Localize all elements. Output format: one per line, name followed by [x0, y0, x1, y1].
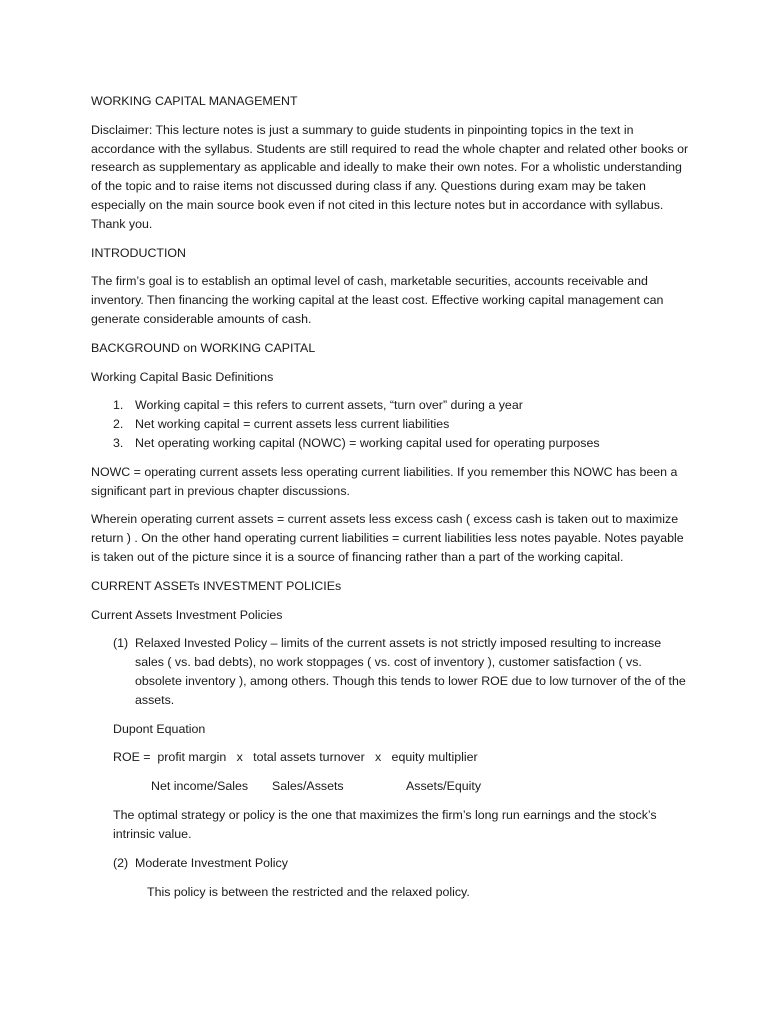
definitions-list: [91, 396, 691, 452]
list-item: [91, 415, 691, 434]
list-item-text: Net operating working capital (NOWC) = working capital used for operating purposes: [135, 435, 600, 450]
relaxed-policy-item: [91, 634, 691, 709]
moderate-policy-item: [91, 854, 691, 873]
policy-heading: Moderate Investment Policy: [135, 855, 288, 870]
introduction-heading: INTRODUCTION: [91, 245, 186, 260]
policy-number: (1): [113, 636, 129, 651]
list-item-number: 2.: [113, 417, 124, 432]
list-item-text: Working capital = this refers to current assets, “turn over” during a year: [135, 398, 523, 413]
definitions-subheading: Working Capital Basic Definitions: [91, 369, 274, 384]
document-title: WORKING CAPITAL MANAGEMENT: [91, 94, 298, 108]
policies-heading: CURRENT ASSETs INVESTMENT POLICIEs: [91, 578, 342, 593]
term-assets-equity: Assets/Equity: [406, 779, 482, 794]
document-body: [91, 92, 691, 911]
list-item-number: 1.: [113, 398, 124, 413]
list-item: [91, 396, 691, 415]
policy-text: Relaxed Invested Policy – limits of the current assets is not strictly imposed resulting to increase sales ( vs. bad debts), no work stoppages ( vs. cost of inventory ), customer satisfaction ( vs. obsolete inventory ), among others. Though this tends to lower ROE due to low turnover of the of the assets.: [135, 636, 686, 707]
background-heading: BACKGROUND on WORKING CAPITAL: [91, 340, 316, 355]
policy-number: (2): [113, 855, 129, 870]
wherein-paragraph: Wherein operating current assets = current assets less excess cash ( excess cash is taken out to maximize return ) . On the other hand operating current liabilities = current liabilities less notes payable. Notes payable is taken out of the picture since it is a source of financing rather than a part of the working capital.: [91, 512, 684, 564]
roe-formula: ROE = profit margin x total assets turnover x equity multiplier: [113, 750, 478, 765]
disclaimer-paragraph: Disclaimer: This lecture notes is just a summary to guide students in pinpointing topics in the text in accordance with the syllabus. Students are still required to read the whole chapter and related other books or research as supplementary as applicable and ideally to make their own notes. For a wholistic understanding of the topic and to raise items not discussed during class if any. Questions during exam may be taken especially on the main source book even if not cited in this lecture notes but in accordance with syllabus. Thank you.: [91, 122, 689, 231]
term-net-income-sales: Net income/Sales: [151, 779, 249, 794]
term-sales-assets: Sales/Assets: [272, 779, 344, 794]
policies-subheading: Current Assets Investment Policies: [91, 607, 283, 622]
optimal-strategy-paragraph: The optimal strategy or policy is the one that maximizes the firm’s long run earnings and the stock’s intrinsic value.: [113, 808, 657, 841]
nowc-paragraph: NOWC = operating current assets less operating current liabilities. If you remember this NOWC has been a significant part in previous chapter discussions.: [91, 464, 678, 498]
dupont-label: Dupont Equation: [113, 721, 206, 736]
list-item: [91, 434, 691, 453]
introduction-paragraph: The firm’s goal is to establish an optimal level of cash, marketable securities, accounts receivable and inventory. Then financing the working capital at the least cost. Effective working capital management can generate considerable amounts of cash.: [91, 274, 664, 326]
list-item-text: Net working capital = current assets less current liabilities: [135, 417, 450, 432]
list-item-number: 3.: [113, 435, 124, 450]
moderate-policy-text: This policy is between the restricted and the relaxed policy.: [147, 884, 470, 899]
dupont-terms-row: [113, 777, 691, 796]
